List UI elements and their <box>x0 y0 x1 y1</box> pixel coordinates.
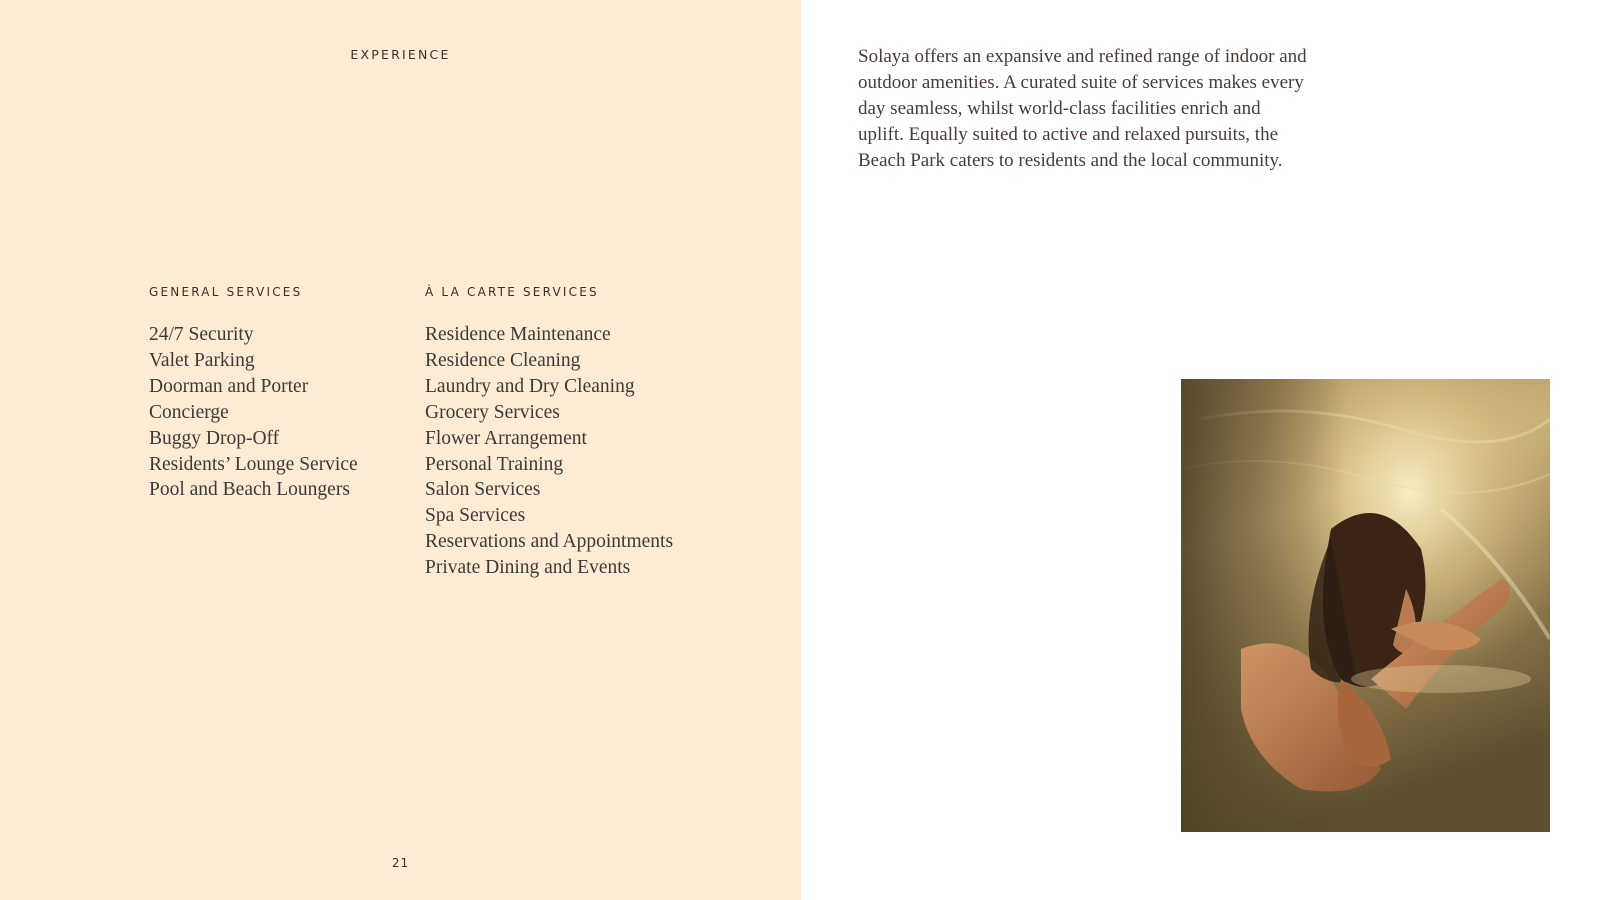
list-item: Pool and Beach Loungers <box>149 479 350 501</box>
list-item: Personal Training <box>425 453 564 475</box>
list-item: Buggy Drop-Off <box>149 427 280 449</box>
list-item: Residence Cleaning <box>425 349 581 371</box>
a-la-carte-services-list <box>425 322 755 581</box>
list-item: Reservations and Appointments <box>425 531 674 553</box>
general-services-list <box>149 322 409 503</box>
a-la-carte-services-column <box>425 284 755 581</box>
photo-woman-in-water <box>1181 379 1550 832</box>
list-item: Concierge <box>149 401 229 423</box>
list-item: Salon Services <box>425 479 541 501</box>
list-item: Doorman and Porter <box>149 375 309 397</box>
intro-paragraph: Solaya offers an expansive and refined range of indoor and outdoor amenities. A curated suite of services makes every day seamless, whilst world-class facilities enrich and uplift. Equally suited to active and relaxed pursuits, the Beach Park caters to residents and the local community. <box>858 46 1307 171</box>
general-services-column <box>149 284 409 503</box>
general-services-heading: GENERAL SERVICES <box>149 285 303 299</box>
list-item: Residents’ Lounge Service <box>149 453 358 475</box>
list-item: Flower Arrangement <box>425 427 587 449</box>
photo-woman-in-water-image <box>1181 379 1550 832</box>
list-item: Spa Services <box>425 505 526 527</box>
list-item: 24/7 Security <box>149 324 254 345</box>
list-item: Private Dining and Events <box>425 557 631 579</box>
page-number: 21 <box>391 856 410 870</box>
list-item: Grocery Services <box>425 401 560 423</box>
a-la-carte-services-heading: À LA CARTE SERVICES <box>425 285 599 299</box>
list-item: Valet Parking <box>149 349 255 371</box>
section-label: EXPERIENCE <box>350 47 451 62</box>
list-item: Laundry and Dry Cleaning <box>425 375 635 397</box>
list-item: Residence Maintenance <box>425 324 611 345</box>
